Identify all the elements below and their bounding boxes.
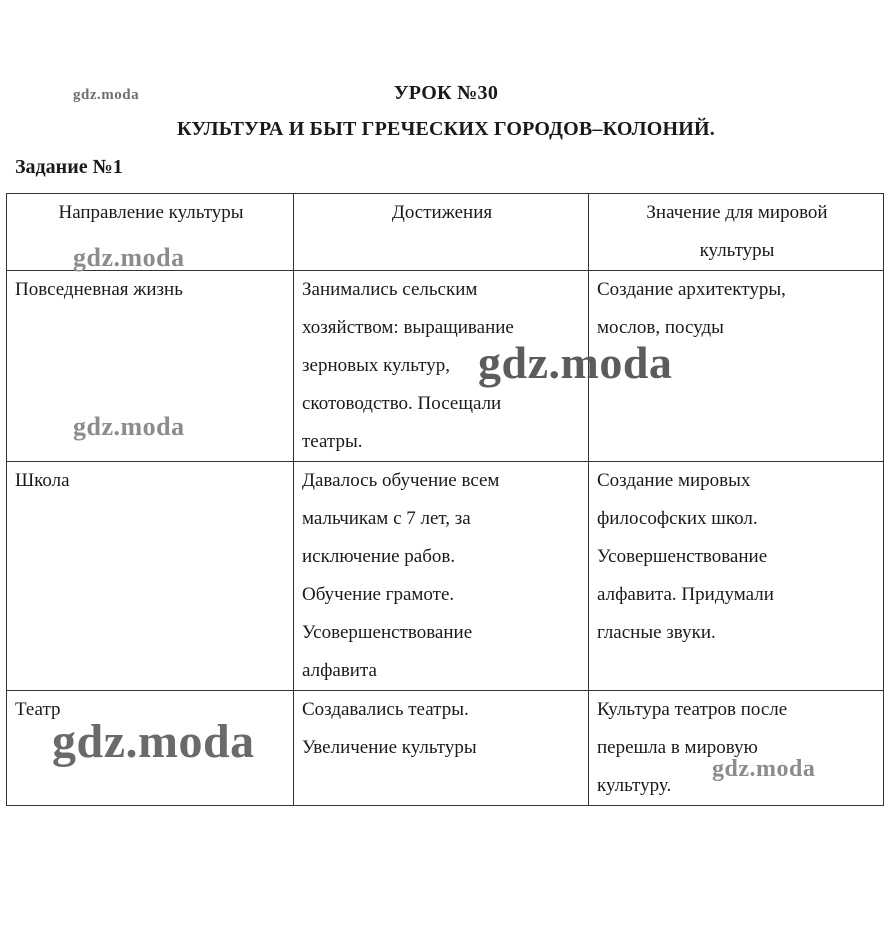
table-row bbox=[7, 462, 884, 691]
watermark-logo: gdz.moda bbox=[712, 756, 816, 782]
cell-significance: Создание архитектуры, мослов, посуды bbox=[589, 271, 884, 462]
cell-direction: Повседневная жизнь bbox=[7, 271, 294, 462]
task-label: Задание №1 bbox=[15, 156, 123, 178]
watermark-logo: gdz.moda bbox=[73, 412, 185, 441]
culture-table bbox=[6, 193, 884, 806]
table-row bbox=[7, 691, 884, 806]
column-header-significance: Значение для мировой культуры bbox=[589, 194, 884, 271]
watermark-logo: gdz.moda bbox=[478, 337, 673, 388]
watermark-logo: gdz.moda bbox=[52, 715, 255, 768]
table-header-row bbox=[7, 194, 884, 271]
cell-significance: Культура театров после перешла в мировую культуру. bbox=[589, 691, 884, 806]
cell-achievements: Создавались театры. Увеличение культуры bbox=[294, 691, 589, 806]
cell-direction: Театр bbox=[7, 691, 294, 806]
watermark-logo: gdz.moda bbox=[73, 87, 140, 103]
lesson-title: УРОК №30 bbox=[393, 82, 499, 104]
cell-significance: Создание мировых философских школ. Усовершенствование алфавита. Придумали гласные звуки. bbox=[589, 462, 884, 691]
cell-achievements: Занимались сельским хозяйством: выращивание зерновых культур, скотоводство. Посещали театры. bbox=[294, 271, 589, 462]
column-header-achievements: Достижения bbox=[294, 194, 589, 271]
table-row bbox=[7, 271, 884, 462]
column-header-direction: Направление культуры bbox=[7, 194, 294, 271]
cell-achievements: Давалось обучение всем мальчикам с 7 лет, за исключение рабов. Обучение грамоте. Усовершенствование алфавита bbox=[294, 462, 589, 691]
cell-direction: Школа bbox=[7, 462, 294, 691]
watermark-logo: gdz.moda bbox=[73, 243, 185, 272]
lesson-subtitle: КУЛЬТУРА И БЫТ ГРЕЧЕСКИХ ГОРОДОВ–КОЛОНИЙ. bbox=[177, 118, 715, 140]
